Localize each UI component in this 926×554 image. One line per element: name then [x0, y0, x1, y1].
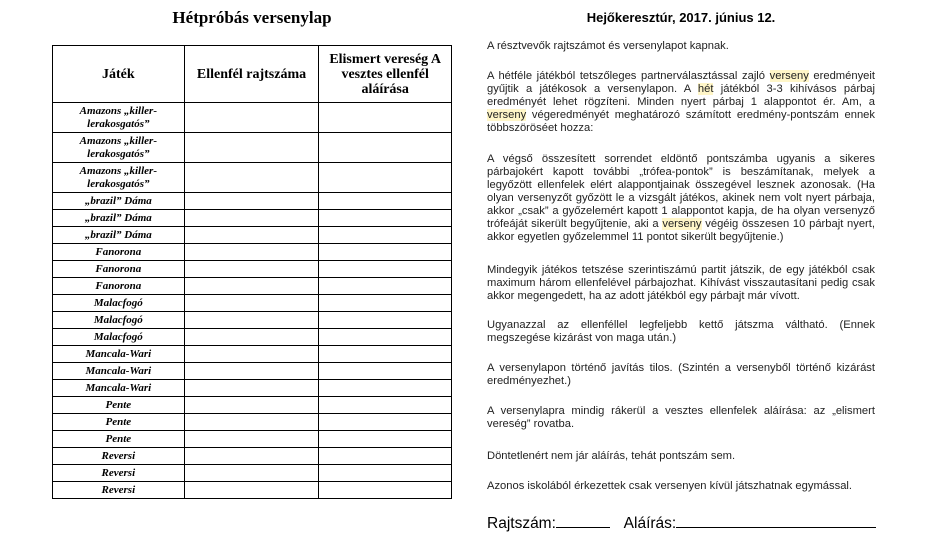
- highlighted-word: hét: [697, 83, 714, 95]
- signature-line: [487, 512, 876, 533]
- table-row: [53, 193, 452, 210]
- opponent-number-cell[interactable]: [184, 363, 319, 380]
- signature-cell[interactable]: [319, 163, 452, 193]
- table-row: [53, 312, 452, 329]
- game-name: Pente: [53, 397, 185, 414]
- signature-cell[interactable]: [319, 380, 452, 397]
- table-row: [53, 380, 452, 397]
- table-row: [53, 397, 452, 414]
- signature-cell[interactable]: [319, 295, 452, 312]
- rajtszam-field[interactable]: [556, 512, 610, 528]
- game-name: Malacfogó: [53, 329, 185, 346]
- opponent-number-cell[interactable]: [184, 380, 319, 397]
- rule-text: végeredményét meghatározó számított eredmény-pontszám ennek többszöröséet hozza:: [487, 109, 875, 134]
- table-row: [53, 431, 452, 448]
- game-name: Fanorona: [53, 278, 185, 295]
- game-name: „brazil” Dáma: [53, 210, 185, 227]
- signature-cell[interactable]: [319, 261, 452, 278]
- game-name: „brazil” Dáma: [53, 193, 185, 210]
- table-row: [53, 103, 452, 133]
- table-row: [53, 244, 452, 261]
- rule-paragraph-7: A versenylapra mindig rákerül a vesztes ellenfelek aláírása: az „elismert vereség” rovatba.: [487, 405, 875, 430]
- game-name: Malacfogó: [53, 295, 185, 312]
- opponent-number-cell[interactable]: [184, 448, 319, 465]
- opponent-number-cell[interactable]: [184, 210, 319, 227]
- signature-cell[interactable]: [319, 329, 452, 346]
- opponent-number-cell[interactable]: [184, 414, 319, 431]
- table-row: [53, 295, 452, 312]
- table-row: [53, 448, 452, 465]
- game-name: Mancala-Wari: [53, 363, 185, 380]
- rule-paragraph-9: Azonos iskolából érkezettek csak versenyen kívül játszhatnak egymással.: [487, 480, 853, 492]
- opponent-number-cell[interactable]: [184, 133, 319, 163]
- rule-text: A hétféle játékból tetszőleges partnerválasztással zajló: [487, 70, 770, 82]
- game-name: Amazons „killer-lerakosgatós”: [53, 163, 185, 193]
- sheet-title: Hétpróbás versenylap: [172, 8, 332, 27]
- table-header-row: [53, 46, 452, 103]
- table-row: [53, 465, 452, 482]
- opponent-number-cell[interactable]: [184, 346, 319, 363]
- game-name: Reversi: [53, 448, 185, 465]
- game-name: Malacfogó: [53, 312, 185, 329]
- opponent-number-cell[interactable]: [184, 163, 319, 193]
- signature-cell[interactable]: [319, 244, 452, 261]
- game-name: Amazons „killer-lerakosgatós”: [53, 103, 185, 133]
- table-row: [53, 261, 452, 278]
- table-row: [53, 227, 452, 244]
- signature-cell[interactable]: [319, 414, 452, 431]
- signature-cell[interactable]: [319, 346, 452, 363]
- game-name: Mancala-Wari: [53, 346, 185, 363]
- signature-cell[interactable]: [319, 448, 452, 465]
- table-row: [53, 482, 452, 499]
- opponent-number-cell[interactable]: [184, 329, 319, 346]
- signature-cell[interactable]: [319, 465, 452, 482]
- table-row: [53, 329, 452, 346]
- opponent-number-cell[interactable]: [184, 431, 319, 448]
- table-row: [53, 133, 452, 163]
- signature-cell[interactable]: [319, 278, 452, 295]
- table-row: [53, 414, 452, 431]
- rule-paragraph-2: [487, 70, 875, 135]
- game-name: Pente: [53, 431, 185, 448]
- table-row: [53, 346, 452, 363]
- opponent-number-cell[interactable]: [184, 103, 319, 133]
- game-name: Fanorona: [53, 261, 185, 278]
- signature-cell[interactable]: [319, 312, 452, 329]
- opponent-number-cell[interactable]: [184, 312, 319, 329]
- rule-paragraph-8: Döntetlenért nem jár aláírás, tehát pontszám sem.: [487, 450, 736, 462]
- signature-cell[interactable]: [319, 363, 452, 380]
- table-row: [53, 278, 452, 295]
- rule-text: játékból 3-3 kihívásos párbaj eredményét lehet rögzíteni. Minden nyert párbaj 1 alappontot ér. Am, a: [487, 83, 875, 108]
- opponent-number-cell[interactable]: [184, 397, 319, 414]
- rule-text: eredményeit gyűjtik a játékosok a versenylapon. A: [487, 70, 875, 95]
- opponent-number-cell[interactable]: [184, 465, 319, 482]
- table-row: [53, 163, 452, 193]
- alairas-field[interactable]: [676, 512, 876, 528]
- highlighted-word: verseny: [662, 218, 702, 230]
- opponent-number-cell[interactable]: [184, 482, 319, 499]
- opponent-number-cell[interactable]: [184, 261, 319, 278]
- game-name: Fanorona: [53, 244, 185, 261]
- alairas-label: Aláírás:: [623, 515, 677, 532]
- signature-cell[interactable]: [319, 431, 452, 448]
- header-acknowledged-loss: Elismert vereség A vesztes ellenfél aláírása: [319, 46, 452, 103]
- opponent-number-cell[interactable]: [184, 295, 319, 312]
- signature-cell[interactable]: [319, 397, 452, 414]
- game-name: Reversi: [53, 465, 185, 482]
- opponent-number-cell[interactable]: [184, 227, 319, 244]
- table-row: [53, 363, 452, 380]
- opponent-number-cell[interactable]: [184, 193, 319, 210]
- signature-cell[interactable]: [319, 133, 452, 163]
- rule-text: A végső összesített sorrendet eldöntő pontszámba ugyanis a sikeres párbajokért kapott további „trófea-pontok” is beszámítanak, melyek a legyőzött ellenfelek elért alappontjainak összegével lesznek azonosak. (Ha olyan versenyzőt győzött le a vizsgált játékos, akinek nem volt nyert párbaja, akkor „csak” a győzelemért kapott 1 alappontot kapja, de ha olyan versenyző trófeáját sikerült begyűjtenie, aki a: [487, 153, 875, 230]
- score-table: [52, 45, 452, 499]
- signature-cell[interactable]: [319, 103, 452, 133]
- place-date-title: Hejőkeresztúr, 2017. június 12.: [586, 10, 776, 25]
- header-game: Játék: [53, 46, 185, 103]
- rajtszam-label: Rajtszám:: [487, 515, 556, 532]
- opponent-number-cell[interactable]: [184, 244, 319, 261]
- rule-paragraph-4: Mindegyik játékos tetszése szerintiszámú partit játszik, de egy játékból csak maximum három ellenfelével párbajozhat. Kihívást visszautasítani pedig csak akkor megengedett, ha az adott játékból egy párbajt már vívott.: [487, 264, 875, 302]
- highlighted-word: verseny: [487, 109, 527, 121]
- signature-cell[interactable]: [319, 210, 452, 227]
- game-name: Mancala-Wari: [53, 380, 185, 397]
- rule-paragraph-5: Ugyanazzal az ellenféllel legfeljebb kettő játszma váltható. (Ennek megszegése kizárást von maga után.): [487, 319, 875, 344]
- signature-cell[interactable]: [319, 193, 452, 210]
- rule-paragraph-3: [487, 153, 875, 244]
- table-row: [53, 210, 452, 227]
- signature-cell[interactable]: [319, 482, 452, 499]
- rule-paragraph-1: A résztvevők rajtszámot és versenylapot kapnak.: [487, 40, 729, 52]
- rule-paragraph-6: A versenylapon történő javítás tilos. (Szintén a versenyből történő kizárást eredményezhet.): [487, 362, 875, 387]
- game-name: Amazons „killer-lerakosgatós”: [53, 133, 185, 163]
- game-name: Pente: [53, 414, 185, 431]
- header-opponent-number: Ellenfél rajtszáma: [184, 46, 319, 103]
- opponent-number-cell[interactable]: [184, 278, 319, 295]
- signature-cell[interactable]: [319, 227, 452, 244]
- rule-text: végéig összesen 10 párbajt nyert, akkor egyetlen győzelemmel 11 pontot sikerült begyűjtenie.): [487, 218, 876, 243]
- highlighted-word: verseny: [769, 70, 809, 82]
- game-name: „brazil” Dáma: [53, 227, 185, 244]
- game-name: Reversi: [53, 482, 185, 499]
